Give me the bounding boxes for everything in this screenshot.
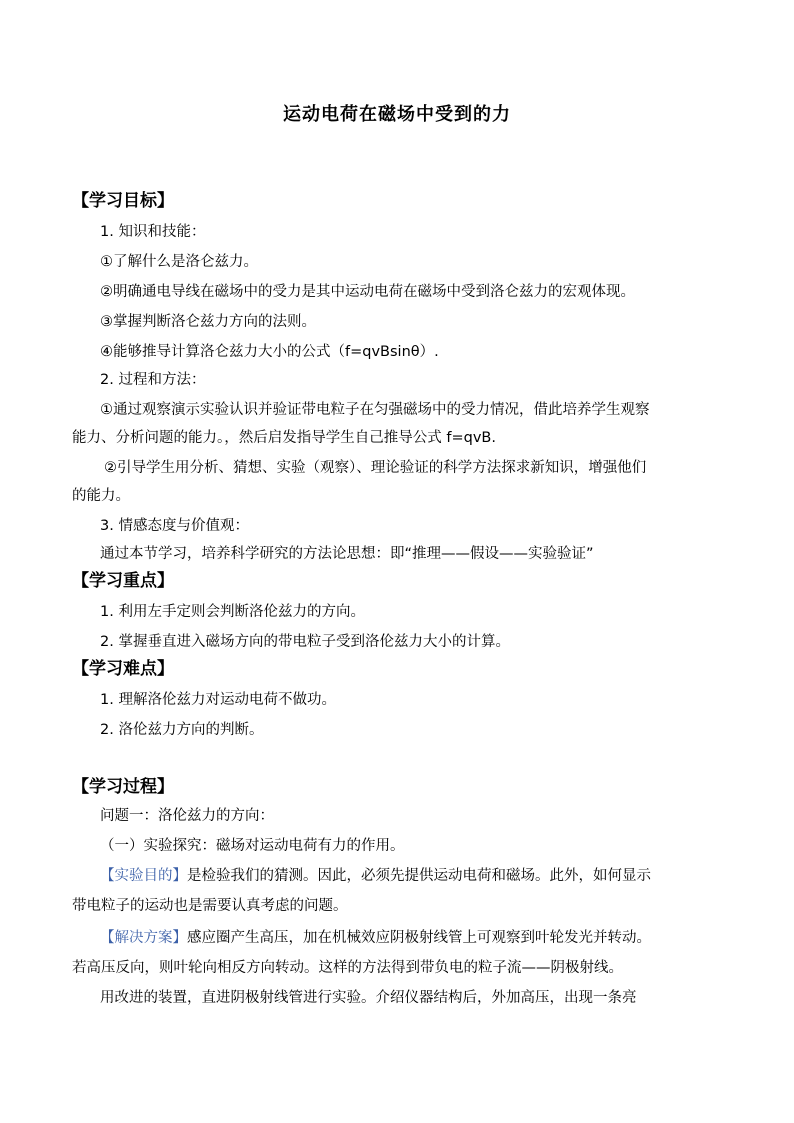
- solution-continuation: 若高压反向，则叶轮向相反方向转动。这样的方法得到带负电的粒子流——阴极射线。: [72, 960, 623, 976]
- question-one: 问题一：洛伦兹力的方向：: [100, 808, 274, 824]
- difficulty-line: 1. 理解洛伦兹力对运动电荷不做功。: [100, 692, 336, 708]
- solution-paragraph: [100, 928, 651, 948]
- objective-line: 能力、分析问题的能力。，然后启发指导学生自己推导公式 f=qvB.: [72, 430, 496, 446]
- difficulty-line: 2. 洛伦兹力方向的判断。: [100, 722, 264, 738]
- solution-text: 感应圈产生高压，加在机械效应阴极射线管上可观察到叶轮发光并转动。: [187, 930, 651, 946]
- sub-heading-experiment: （一）实验探究：磁场对运动电荷有力的作用。: [100, 838, 405, 854]
- key-point-line: 2. 掌握垂直进入磁场方向的带电粒子受到洛伦兹力大小的计算。: [100, 634, 510, 650]
- objective-line: 的能力。: [72, 488, 130, 504]
- section-heading-key-points: 【学习重点】: [72, 571, 174, 591]
- key-point-line: 1. 利用左手定则会判断洛伦兹力的方向。: [100, 604, 365, 620]
- objective-line: 通过本节学习，培养科学研究的方法论思想：即“推理——假设——实验验证”: [100, 546, 594, 562]
- purpose-paragraph: [100, 866, 651, 886]
- objective-line: 2. 过程和方法：: [100, 372, 206, 388]
- objective-line: 3. 情感态度与价值观：: [100, 518, 249, 534]
- objective-line: ④能够推导计算洛仑兹力大小的公式（f=qvBsinθ）.: [100, 344, 439, 360]
- section-heading-objectives: 【学习目标】: [72, 191, 174, 211]
- objective-line: 1. 知识和技能：: [100, 224, 206, 240]
- objective-line: ①通过观察演示实验认识并验证带电粒子在匀强磁场中的受力情况，借此培养学生观察: [100, 402, 650, 418]
- purpose-label: 【实验目的】: [100, 868, 187, 884]
- solution-label: 【解决方案】: [100, 930, 187, 946]
- page-title: 运动电荷在磁场中受到的力: [283, 104, 511, 125]
- section-heading-difficulties: 【学习难点】: [72, 659, 174, 679]
- objective-line: ③掌握判断洛仑兹力方向的法则。: [100, 314, 316, 330]
- final-line: 用改进的装置，直进阴极射线管进行实验。介绍仪器结构后，外加高压，出现一条亮: [100, 990, 637, 1006]
- section-heading-process: 【学习过程】: [72, 777, 174, 797]
- objective-line: ②明确通电导线在磁场中的受力是其中运动电荷在磁场中受到洛仑兹力的宏观体现。: [100, 284, 635, 300]
- objective-line: ①了解什么是洛仑兹力。: [100, 254, 258, 270]
- purpose-continuation: 带电粒子的运动也是需要认真考虑的问题。: [72, 898, 348, 914]
- purpose-text: 是检验我们的猜测。因此，必须先提供运动电荷和磁场。此外，如何显示: [187, 868, 651, 884]
- objective-line: ②引导学生用分析、猜想、实验（观察）、理论验证的科学方法探求新知识，增强他们: [104, 460, 647, 476]
